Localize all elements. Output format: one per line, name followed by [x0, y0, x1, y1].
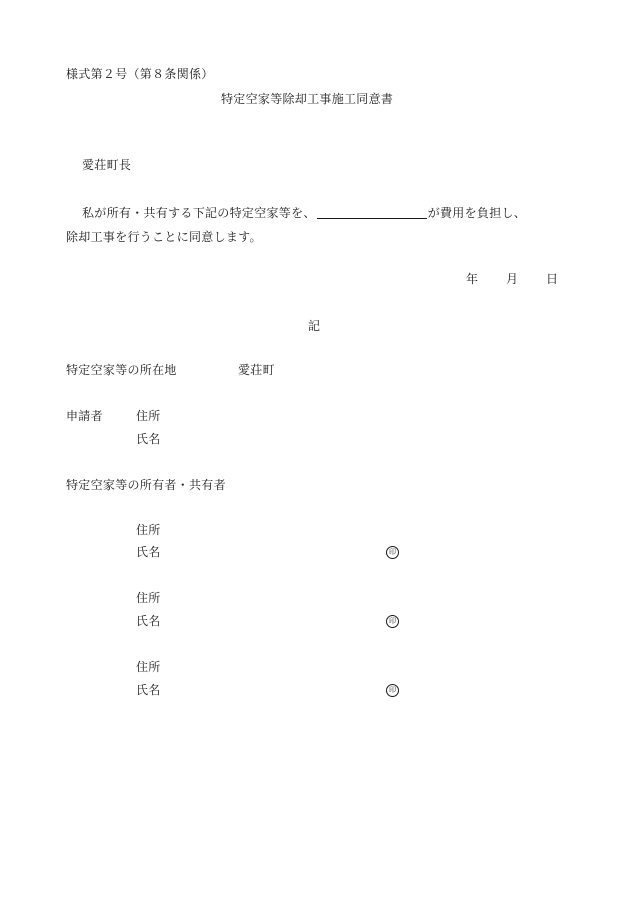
owner-3-seal-mark: 印	[386, 684, 399, 697]
applicant-label: 申請者	[66, 409, 103, 423]
owner-3-address-label: 住所	[136, 660, 161, 674]
consent-statement-line-2: 除却工事を行うことに同意します。	[66, 230, 262, 244]
payer-name-blank[interactable]	[317, 206, 427, 219]
owner-2-seal-mark: 印	[386, 615, 399, 628]
date-month-label: 月	[506, 272, 519, 286]
applicant-address-label: 住所	[136, 409, 161, 423]
date-year-label: 年	[466, 272, 479, 286]
owner-1-name-label: 氏名	[136, 545, 161, 559]
location-label: 特定空家等の所在地	[66, 363, 177, 377]
addressee: 愛荘町長	[82, 158, 132, 172]
consent-text-after-blank: が費用を負担し、	[427, 206, 527, 220]
owner-1-seal-mark: 印	[386, 546, 399, 559]
date-day-label: 日	[546, 272, 559, 286]
form-number: 様式第２号（第８条関係）	[66, 67, 214, 81]
owners-heading: 特定空家等の所有者・共有者	[66, 478, 226, 492]
location-value: 愛荘町	[238, 363, 275, 377]
owner-2-address-label: 住所	[136, 591, 161, 605]
applicant-name-label: 氏名	[136, 432, 161, 446]
document-title: 特定空家等除却工事施工同意書	[221, 92, 394, 106]
consent-statement-line-1	[82, 206, 526, 219]
consent-text-before-blank: 私が所有・共有する下記の特定空家等を、	[82, 206, 316, 220]
ki-heading: 記	[308, 319, 321, 333]
owner-1-address-label: 住所	[136, 523, 161, 537]
owner-2-name-label: 氏名	[136, 614, 161, 628]
owner-3-name-label: 氏名	[136, 683, 161, 697]
